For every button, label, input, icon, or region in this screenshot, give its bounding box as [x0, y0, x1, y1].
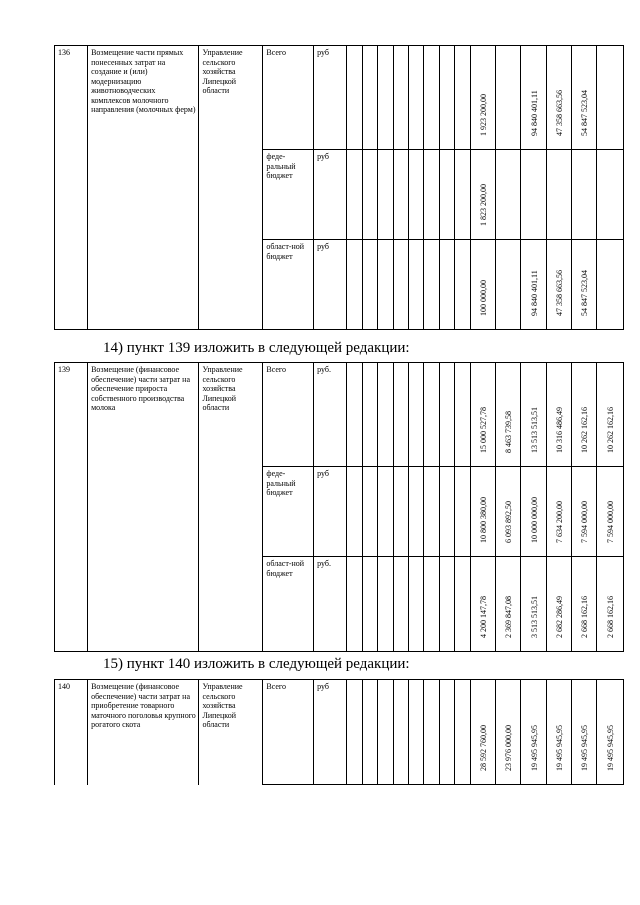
value: 2 668 162,16: [606, 596, 616, 638]
funding-source: феде-ральный бюджет: [263, 467, 314, 557]
item-number: 140: [55, 680, 88, 785]
value: 4 200 147,78: [478, 596, 488, 638]
heading-paragraph-15: 15) пункт 140 изложить в следующей редакции:: [103, 656, 410, 672]
heading-paragraph-14: 14) пункт 139 изложить в следующей редакции:: [103, 340, 410, 356]
value: 94 840 401,11: [529, 90, 539, 136]
value: 19 495 945,95: [606, 725, 616, 771]
value: 28 592 760,00: [478, 725, 488, 771]
value: 1 923 200,00: [478, 94, 488, 136]
value: 3 513 513,51: [529, 596, 539, 638]
unit: руб: [314, 150, 347, 240]
value: 13 513 513,51: [529, 407, 539, 453]
value: 10 262 162,16: [580, 407, 590, 453]
value: 19 495 945,95: [580, 725, 590, 771]
value: 2 369 847,08: [504, 596, 514, 638]
value: 47 358 663,56: [554, 90, 564, 136]
item-name: Возмещение (финансовое обеспечение) части затрат на обеспечение прироста собственного производства молока: [88, 363, 199, 652]
unit: руб: [314, 680, 347, 785]
item-number: 139: [55, 363, 88, 652]
value: 54 847 523,04: [580, 270, 590, 316]
value: 23 976 000,00: [504, 725, 514, 771]
item-name: Возмещение части прямых понесенных затрат на создание и (или) модернизацию животноводческих комплексов молочного направления (молочных ферм): [88, 46, 199, 330]
table-item-139: [54, 362, 624, 652]
table-item-136: [54, 45, 624, 330]
item-executor: Управление сельского хозяйства Липецкой области: [199, 680, 263, 785]
value: 10 000 000,00: [529, 497, 539, 543]
item-executor: Управление сельского хозяйства Липецкой области: [199, 363, 263, 652]
value: 7 594 000,00: [580, 501, 590, 543]
funding-source: област-ной бюджет: [263, 557, 314, 652]
value: 100 000,00: [478, 280, 488, 316]
value: 54 847 523,04: [580, 90, 590, 136]
funding-source: Всего: [263, 680, 314, 785]
funding-source: област-ной бюджет: [263, 240, 314, 330]
value: 1 823 200,00: [478, 184, 488, 226]
value: 6 093 892,50: [504, 501, 514, 543]
unit: руб: [314, 467, 347, 557]
value: 19 495 945,95: [554, 725, 564, 771]
unit: руб.: [314, 363, 347, 467]
value: 8 463 739,58: [504, 411, 514, 453]
value: 19 495 945,95: [529, 725, 539, 771]
value: 10 262 162,16: [606, 407, 616, 453]
table-item-140: [54, 679, 624, 785]
value: 47 358 663,56: [554, 270, 564, 316]
value: 7 634 200,00: [554, 501, 564, 543]
item-name: Возмещение (финансовое обеспечение) части затрат на приобретение товарного маточного поголовья крупного рогатого скота: [88, 680, 199, 785]
item-executor: Управление сельского хозяйства Липецкой области: [199, 46, 263, 330]
value: 2 668 162,16: [580, 596, 590, 638]
value: 7 594 000,00: [606, 501, 616, 543]
value: 94 840 401,11: [529, 270, 539, 316]
unit: руб: [314, 240, 347, 330]
value: 15 000 527,78: [478, 407, 488, 453]
value: 10 800 380,00: [478, 497, 488, 543]
funding-source: Всего: [263, 363, 314, 467]
unit: руб.: [314, 557, 347, 652]
unit: руб: [314, 46, 347, 150]
funding-source: Всего: [263, 46, 314, 150]
value: 2 682 286,49: [554, 596, 564, 638]
item-number: 136: [55, 46, 88, 330]
value: 10 316 486,49: [554, 407, 564, 453]
funding-source: феде-ральный бюджет: [263, 150, 314, 240]
